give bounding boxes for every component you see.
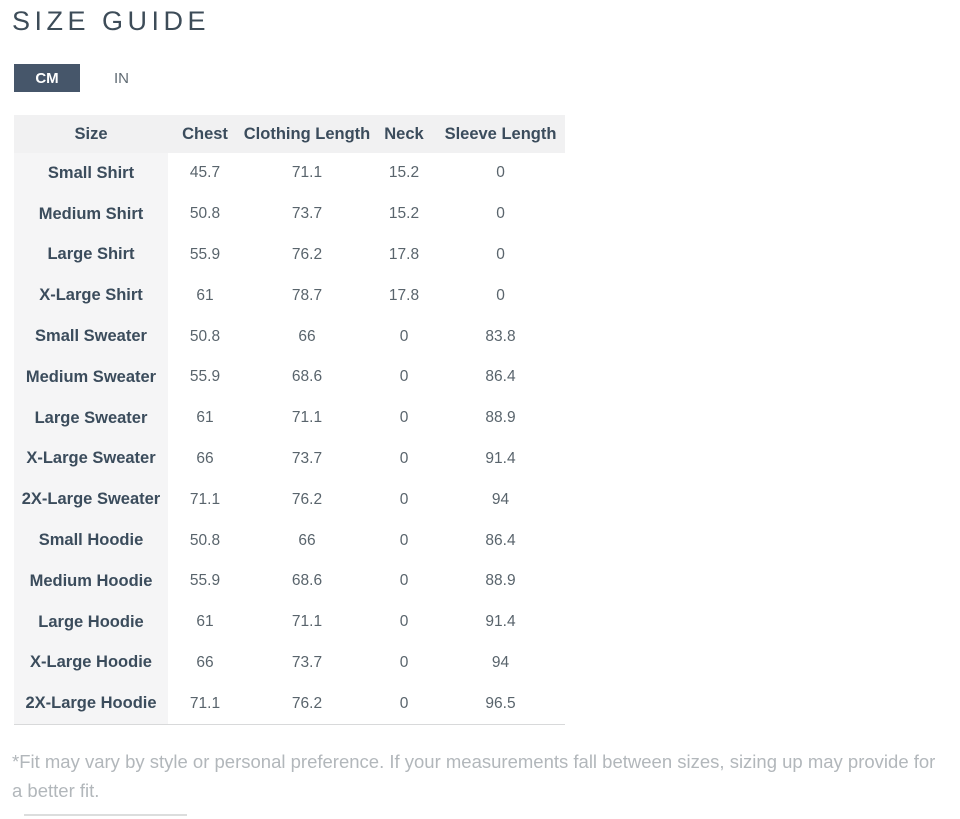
measurement-value-clothing-length: 76.2 — [242, 235, 372, 276]
measurement-value-sleeve-length: 0 — [436, 153, 565, 194]
measurement-value-chest: 61 — [168, 398, 242, 439]
measurement-value-neck: 0 — [372, 561, 436, 602]
measurement-value-clothing-length: 66 — [242, 316, 372, 357]
size-label: 2X-Large Hoodie — [14, 683, 168, 724]
measurement-value-sleeve-length: 88.9 — [436, 398, 565, 439]
measurement-value-chest: 50.8 — [168, 316, 242, 357]
size-label: Small Sweater — [14, 316, 168, 357]
measurement-value-clothing-length: 76.2 — [242, 479, 372, 520]
measurement-value-neck: 17.8 — [372, 275, 436, 316]
table-row-small-sweater — [14, 316, 565, 357]
measurement-value-neck: 0 — [372, 316, 436, 357]
table-row-small-hoodie — [14, 520, 565, 561]
measurement-value-sleeve-length: 91.4 — [436, 439, 565, 480]
measurement-value-chest: 61 — [168, 602, 242, 643]
table-row-large-sweater — [14, 398, 565, 439]
size-label: Large Shirt — [14, 235, 168, 276]
column-header-size: Size — [74, 124, 108, 143]
size-label: X-Large Sweater — [14, 439, 168, 480]
measurement-value-sleeve-length: 83.8 — [436, 316, 565, 357]
measurement-value-neck: 0 — [372, 602, 436, 643]
measurement-value-neck: 0 — [372, 479, 436, 520]
size-label: Large Sweater — [14, 398, 168, 439]
measurement-value-neck: 0 — [372, 683, 436, 724]
measurement-value-sleeve-length: 0 — [436, 194, 565, 235]
measurement-value-sleeve-length: 91.4 — [436, 602, 565, 643]
measurement-value-clothing-length: 73.7 — [242, 194, 372, 235]
table-row-2x-large-hoodie — [14, 683, 565, 724]
column-header-chest: Chest — [182, 124, 228, 143]
measurement-value-clothing-length: 78.7 — [242, 275, 372, 316]
measurement-value-clothing-length: 71.1 — [242, 398, 372, 439]
measurement-value-chest: 61 — [168, 275, 242, 316]
measurement-value-sleeve-length: 88.9 — [436, 561, 565, 602]
size-label: Medium Shirt — [14, 194, 168, 235]
table-row-medium-sweater — [14, 357, 565, 398]
table-row-x-large-sweater — [14, 439, 565, 480]
measurement-value-clothing-length: 68.6 — [242, 561, 372, 602]
measurement-value-chest: 50.8 — [168, 194, 242, 235]
column-header-neck: Neck — [384, 124, 424, 143]
size-table-container — [14, 115, 565, 725]
measurement-value-neck: 0 — [372, 398, 436, 439]
measurement-value-sleeve-length: 96.5 — [436, 683, 565, 724]
measurement-value-neck: 0 — [372, 439, 436, 480]
measurement-value-neck: 0 — [372, 643, 436, 684]
unit-toggle-cm-button[interactable]: CM — [14, 64, 80, 92]
measurement-value-sleeve-length: 94 — [436, 643, 565, 684]
measurement-value-chest: 55.9 — [168, 357, 242, 398]
measurement-value-sleeve-length: 86.4 — [436, 357, 565, 398]
size-label: Medium Sweater — [14, 357, 168, 398]
table-row-medium-shirt — [14, 194, 565, 235]
measurement-value-chest: 71.1 — [168, 683, 242, 724]
table-row-2x-large-sweater — [14, 479, 565, 520]
measurement-value-chest: 55.9 — [168, 561, 242, 602]
size-label: 2X-Large Sweater — [14, 479, 168, 520]
measurement-value-sleeve-length: 0 — [436, 235, 565, 276]
measurement-value-sleeve-length: 86.4 — [436, 520, 565, 561]
table-row-x-large-shirt — [14, 275, 565, 316]
measurement-value-sleeve-length: 94 — [436, 479, 565, 520]
size-label: Large Hoodie — [14, 602, 168, 643]
measurement-value-chest: 55.9 — [168, 235, 242, 276]
measurement-value-chest: 50.8 — [168, 520, 242, 561]
size-label: Small Hoodie — [14, 520, 168, 561]
measurement-value-sleeve-length: 0 — [436, 275, 565, 316]
fit-disclaimer-footnote: *Fit may vary by style or personal preference. If your measurements fall between sizes, sizing up may provide for a better fit. — [12, 751, 936, 801]
column-header-clothing-length: Clothing Length — [243, 124, 371, 143]
table-row-x-large-hoodie — [14, 643, 565, 684]
measurement-value-neck: 0 — [372, 357, 436, 398]
measurement-value-chest: 66 — [168, 643, 242, 684]
measurement-value-clothing-length: 68.6 — [242, 357, 372, 398]
measurement-value-chest: 45.7 — [168, 153, 242, 194]
table-row-large-hoodie — [14, 602, 565, 643]
measurement-value-neck: 17.8 — [372, 235, 436, 276]
measurement-value-neck: 0 — [372, 520, 436, 561]
size-label: X-Large Hoodie — [14, 643, 168, 684]
measurement-value-clothing-length: 73.7 — [242, 439, 372, 480]
table-row-large-shirt — [14, 235, 565, 276]
measurement-value-clothing-length: 73.7 — [242, 643, 372, 684]
table-row-small-shirt — [14, 153, 565, 194]
page-title: SIZE GUIDE — [12, 6, 211, 36]
size-table — [14, 115, 565, 725]
size-label: Small Shirt — [14, 153, 168, 194]
measurement-value-clothing-length: 66 — [242, 520, 372, 561]
measurement-value-neck: 15.2 — [372, 194, 436, 235]
measurement-value-clothing-length: 71.1 — [242, 153, 372, 194]
unit-toggle — [14, 64, 133, 92]
table-row-medium-hoodie — [14, 561, 565, 602]
measurement-value-clothing-length: 71.1 — [242, 602, 372, 643]
bottom-section-divider — [24, 814, 187, 816]
size-label: Medium Hoodie — [14, 561, 168, 602]
measurement-value-chest: 66 — [168, 439, 242, 480]
measurement-value-neck: 15.2 — [372, 153, 436, 194]
measurement-value-chest: 71.1 — [168, 479, 242, 520]
unit-toggle-in-button[interactable]: IN — [114, 69, 129, 87]
size-label: X-Large Shirt — [14, 275, 168, 316]
size-table-header-row — [14, 115, 565, 153]
measurement-value-clothing-length: 76.2 — [242, 683, 372, 724]
column-header-sleeve-length: Sleeve Length — [444, 124, 557, 143]
